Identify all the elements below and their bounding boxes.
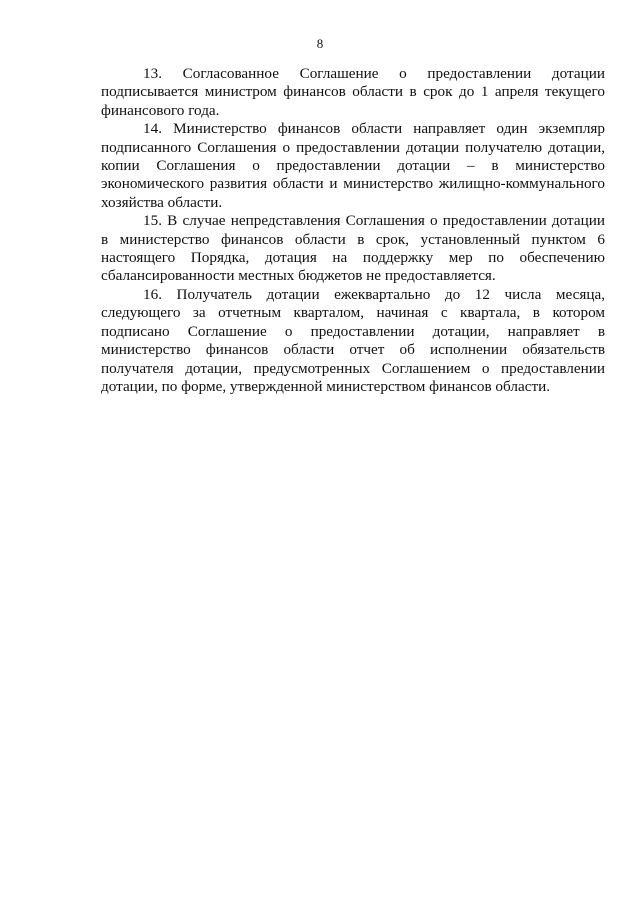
page-number: 8 bbox=[316, 36, 324, 51]
paragraph-15: 15. В случае непредставления Соглашения о предоставлении дотации в министерство финансов области в срок, установленный пунктом 6 настоящего Порядка, дотация на поддержку мер по обеспечению сбалансированности местных бюджетов не предоставляется. bbox=[101, 212, 605, 285]
paragraph-13: 13. Согласованное Соглашение о предоставлении дотации подписывается министром финансов области в срок до 1 апреля текущего финансового года. bbox=[101, 65, 605, 119]
paragraph-14: 14. Министерство финансов области направляет один экземпляр подписанного Соглашения о предоставлении дотации получателю дотации, копии Соглашения о предоставлении дотации – в министерство экономического развития области и министерство жилищно-коммунального хозяйства области. bbox=[101, 120, 605, 211]
paragraph-16: 16. Получатель дотации ежеквартально до 12 числа месяца, следующего за отчетным кварталом, начиная с квартала, в котором подписано Соглашение о предоставлении дотации, направляет в министерство финансов области отчет об исполнении обязательств получателя дотации, предусмотренных Соглашением о предоставлении дотации, по форме, утвержденной министерством финансов области. bbox=[101, 285, 605, 395]
document-body bbox=[101, 65, 605, 396]
